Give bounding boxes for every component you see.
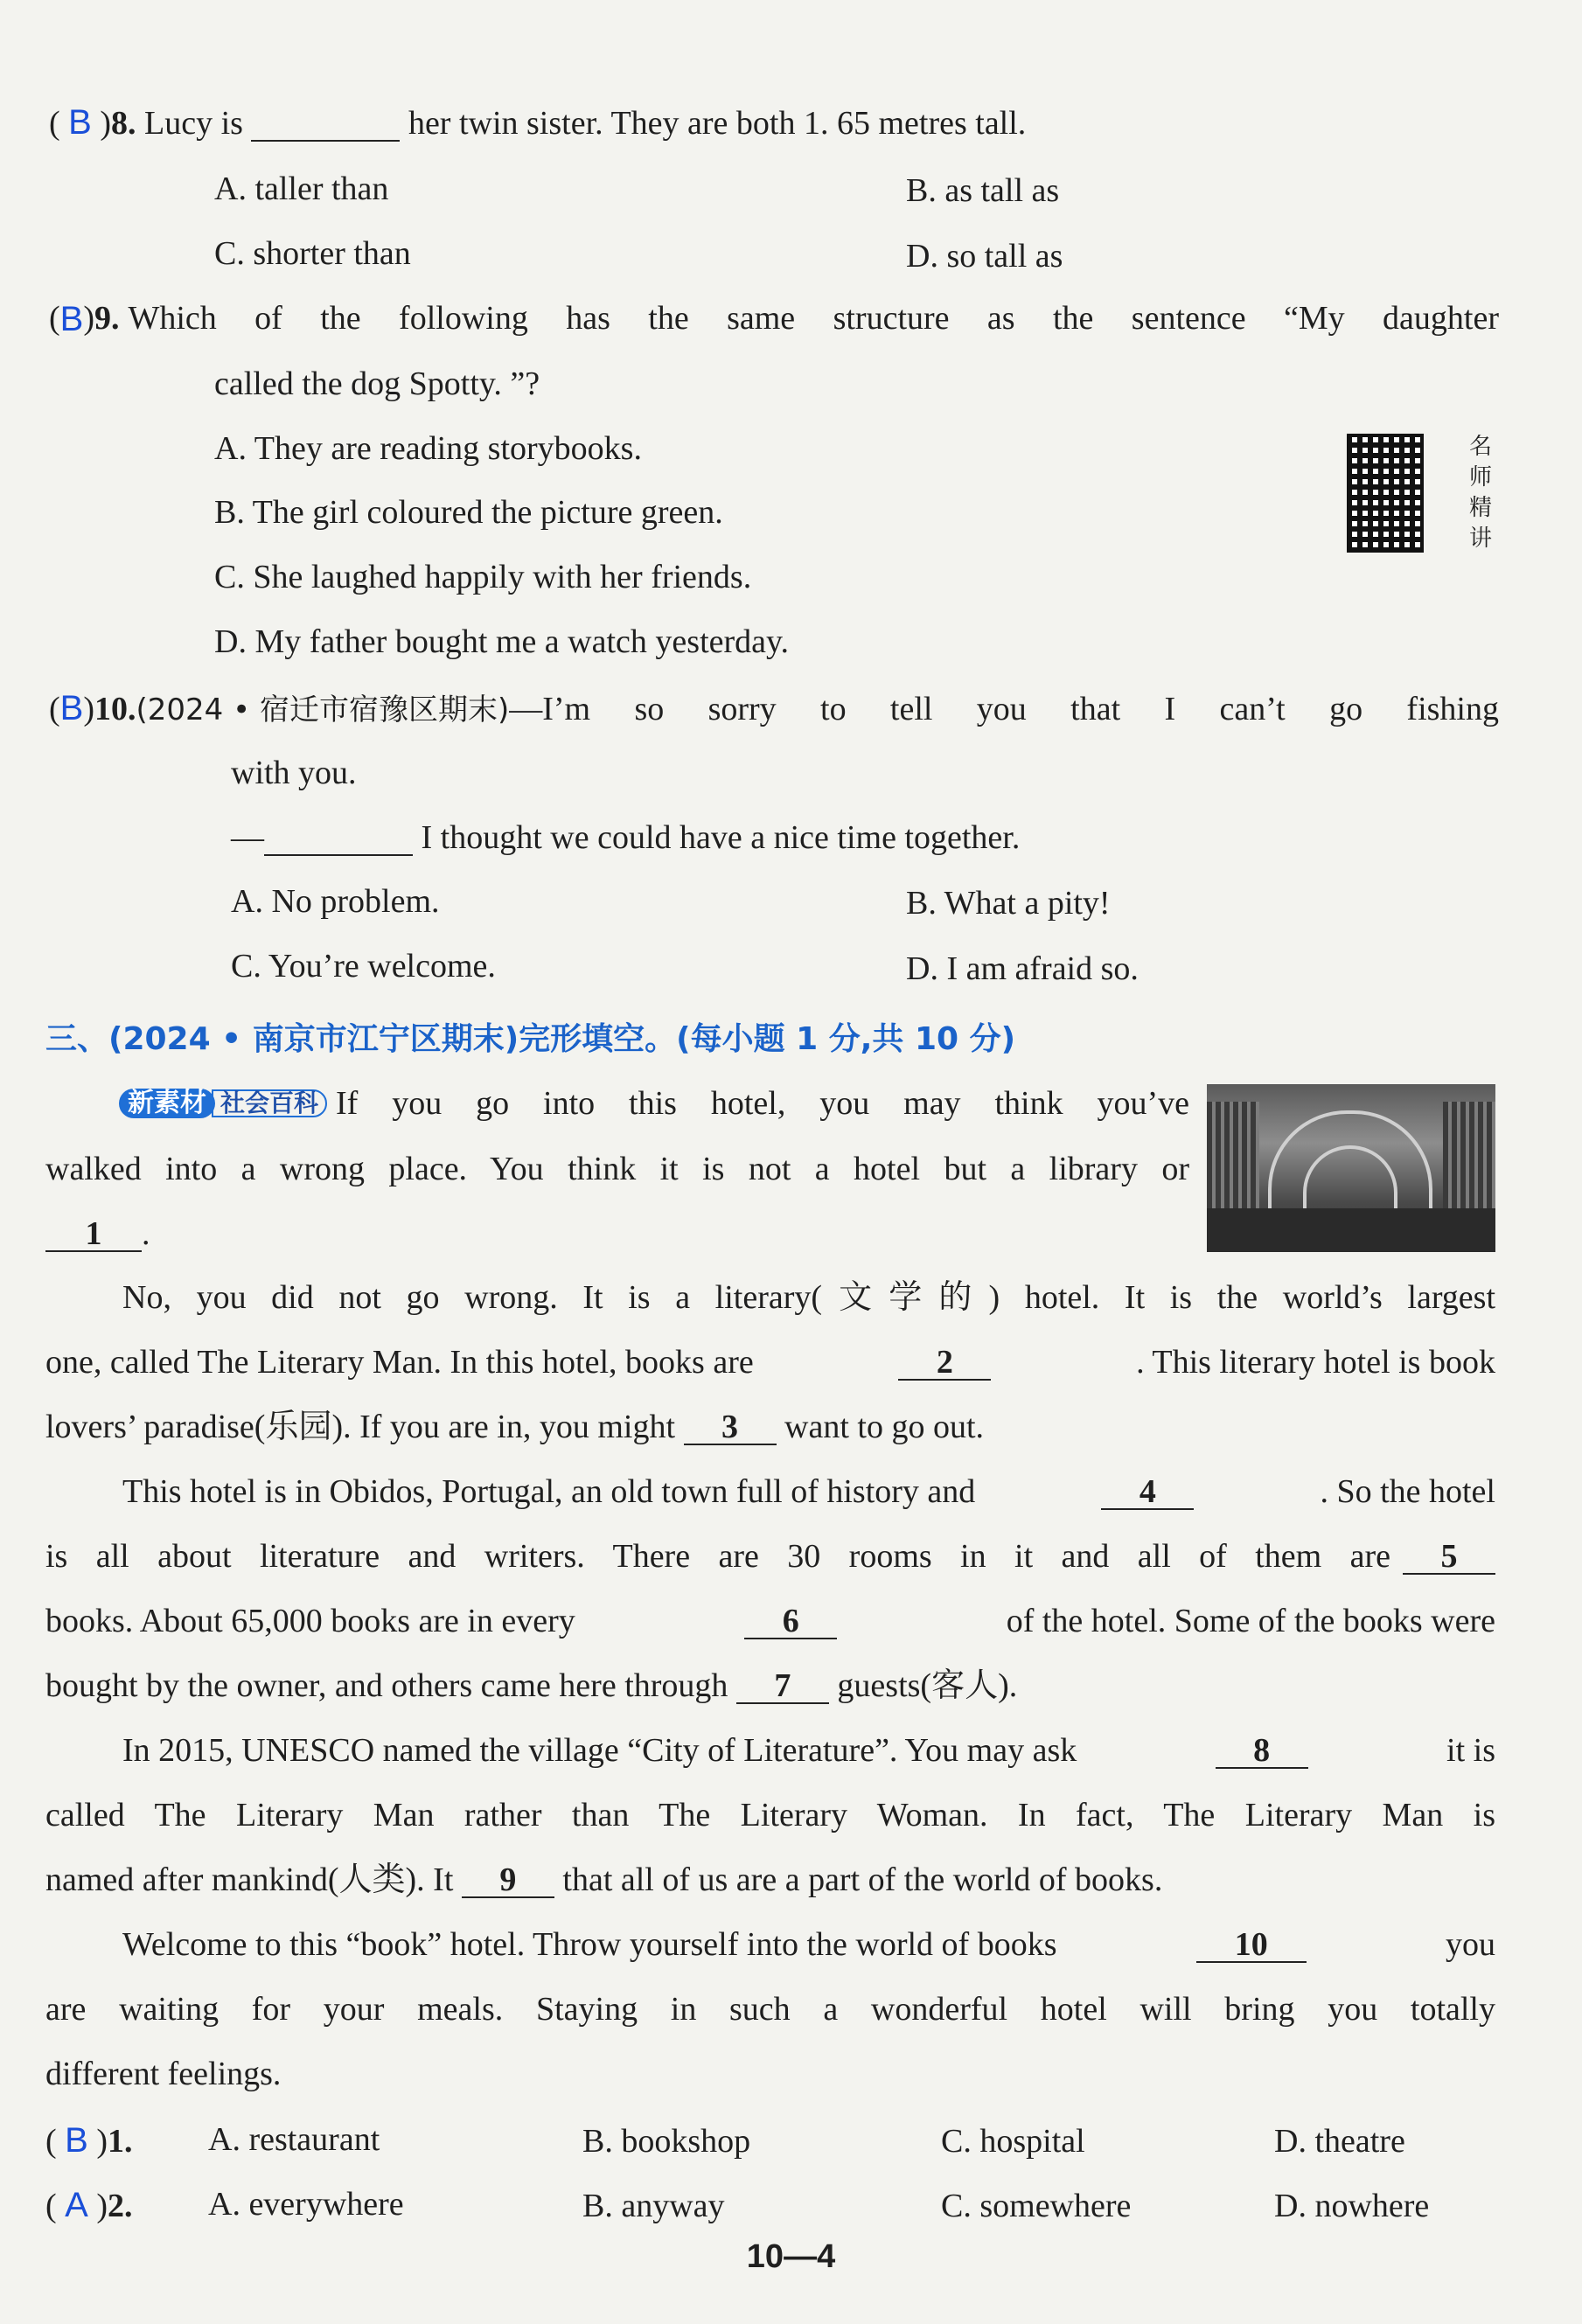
answer-mark: B	[68, 103, 92, 142]
option-c: C. somewhere	[941, 2188, 1132, 2224]
new-material-badge: 新素材	[119, 1089, 215, 1118]
hotel-photo	[1207, 1084, 1495, 1252]
passage-line: books. About 65,000 books are in every 6 of the hotel. Some of the books were	[45, 1603, 1495, 1639]
cloze-blank-6: 6	[744, 1604, 837, 1639]
cloze-blank-2: 2	[898, 1346, 991, 1381]
cloze-blank-5: 5	[1403, 1540, 1495, 1575]
passage-line: 新素材 社会百科 If you go into this hotel, you may think you’ve	[119, 1087, 1189, 1120]
passage-line: is all about literature and writers. There are 30 rooms in it and all of them are 5	[45, 1540, 1495, 1575]
cloze-blank-7: 7	[736, 1669, 829, 1704]
option-a: A. They are reading storybooks.	[214, 430, 642, 467]
section-title: 三、(2024 • 南京市江宁区期末)完形填空。(每小题 1 分,共 10 分)	[45, 1021, 1016, 1057]
cloze-blank-3: 3	[684, 1410, 777, 1445]
cloze-blank-10: 10	[1196, 1928, 1307, 1963]
passage-line: No, you did not go wrong. It is a literary(文学的) hotel. It is the world’s largest	[122, 1279, 1495, 1316]
option-c: C. You’re welcome.	[231, 948, 496, 985]
question-stem: her twin sister. They are both 1. 65 metres tall.	[408, 105, 1027, 142]
passage-line: different feelings.	[45, 2056, 282, 2092]
option-d: D. nowhere	[1274, 2188, 1430, 2224]
category-badge: 社会百科	[212, 1089, 327, 1117]
option-a: A. restaurant	[208, 2121, 380, 2158]
option-d: D. My father bought me a watch yesterday.	[214, 623, 790, 660]
answer-mark: B	[59, 300, 84, 338]
option-b: B. anyway	[582, 2188, 725, 2224]
option-a: A. taller than	[214, 170, 389, 207]
passage-line: called The Literary Man rather than The Literary Woman. In fact, The Literary Man is	[45, 1797, 1495, 1833]
question-10: ( B ) 10. (2024 • 宿迁市宿豫区期末) —I’m so sorry to tell you that I can’t go fishing	[49, 689, 1499, 727]
qr-label: 名师精讲	[1469, 434, 1493, 552]
passage-line: In 2015, UNESCO named the village “City of Literature”. You may ask 8 it is	[122, 1732, 1495, 1769]
dialogue-line: — I thought we could have a nice time together.	[231, 819, 1021, 856]
answer-blank	[264, 821, 413, 856]
option-a: A. No problem.	[231, 883, 440, 920]
option-b: B. What a pity!	[906, 885, 1111, 922]
qr-code-icon[interactable]	[1347, 434, 1424, 553]
question-number: 9.	[94, 300, 120, 337]
passage-line: 1 .	[45, 1217, 150, 1252]
passage-line: lovers’ paradise(乐园). If you are in, you might 3 want to go out.	[45, 1409, 985, 1445]
option-a: A. everywhere	[208, 2186, 404, 2223]
cloze-blank-4: 4	[1101, 1475, 1194, 1510]
question-number: 1.	[108, 2123, 133, 2160]
question-number: 10.	[94, 691, 136, 727]
cloze-blank-1: 1	[45, 1217, 142, 1252]
answer-mark: B	[59, 689, 84, 727]
passage-line: bought by the owner, and others came here through 7 guests(客人).	[45, 1667, 1018, 1704]
option-c: C. She laughed happily with her friends.	[214, 559, 752, 595]
cloze-question-2: ( A )2.	[45, 2186, 133, 2224]
passage-line: one, called The Literary Man. In this hotel, books are 2 . This literary hotel is book	[45, 1344, 1495, 1381]
option-c: C. hospital	[941, 2123, 1085, 2160]
passage-line: are waiting for your meals. Staying in such a wonderful hotel will bring you totally	[45, 1991, 1495, 2028]
option-b: B. bookshop	[582, 2123, 751, 2160]
page-number: 10—4	[746, 2238, 836, 2275]
cloze-blank-9: 9	[462, 1863, 554, 1898]
passage-line: walked into a wrong place. You think it is not a hotel but a library or	[45, 1151, 1189, 1187]
question-number: 2.	[108, 2188, 133, 2224]
question-source: (2024 • 宿迁市宿豫区期末)	[136, 692, 510, 727]
question-9: ( B ) 9. Which of the following has the same structure as the sentence “My daughter	[49, 300, 1499, 338]
question-8: ( B )8. Lucy is her twin sister. They are both 1. 65 metres tall.	[49, 103, 1027, 142]
option-b: B. as tall as	[906, 172, 1060, 209]
passage-line: named after mankind(人类). It 9 that all of us are a part of the world of books.	[45, 1861, 1163, 1898]
answer-mark: B	[65, 2121, 88, 2160]
option-c: C. shorter than	[214, 235, 411, 272]
question-stem: Which of the following has the same structure as the sentence “My daughter	[128, 300, 1499, 337]
option-d: D. so tall as	[906, 238, 1063, 275]
question-stem: called the dog Spotty. ”?	[214, 365, 540, 402]
question-stem: Lucy is	[144, 105, 243, 142]
passage-line: Welcome to this “book” hotel. Throw yourself into the world of books 10 you	[122, 1926, 1495, 1963]
passage-line: This hotel is in Obidos, Portugal, an old town full of history and 4 . So the hotel	[122, 1473, 1495, 1510]
option-d: D. theatre	[1274, 2123, 1405, 2160]
option-d: D. I am afraid so.	[906, 950, 1139, 987]
question-stem: with you.	[231, 755, 357, 791]
option-b: B. The girl coloured the picture green.	[214, 494, 723, 531]
question-stem: —I’m so sorry to tell you that I can’t go fishing	[509, 691, 1499, 727]
cloze-blank-8: 8	[1216, 1734, 1308, 1769]
answer-blank	[251, 107, 400, 142]
answer-mark: A	[65, 2186, 88, 2224]
question-number: 8.	[111, 105, 136, 142]
cloze-question-1: ( B )1.	[45, 2121, 133, 2160]
